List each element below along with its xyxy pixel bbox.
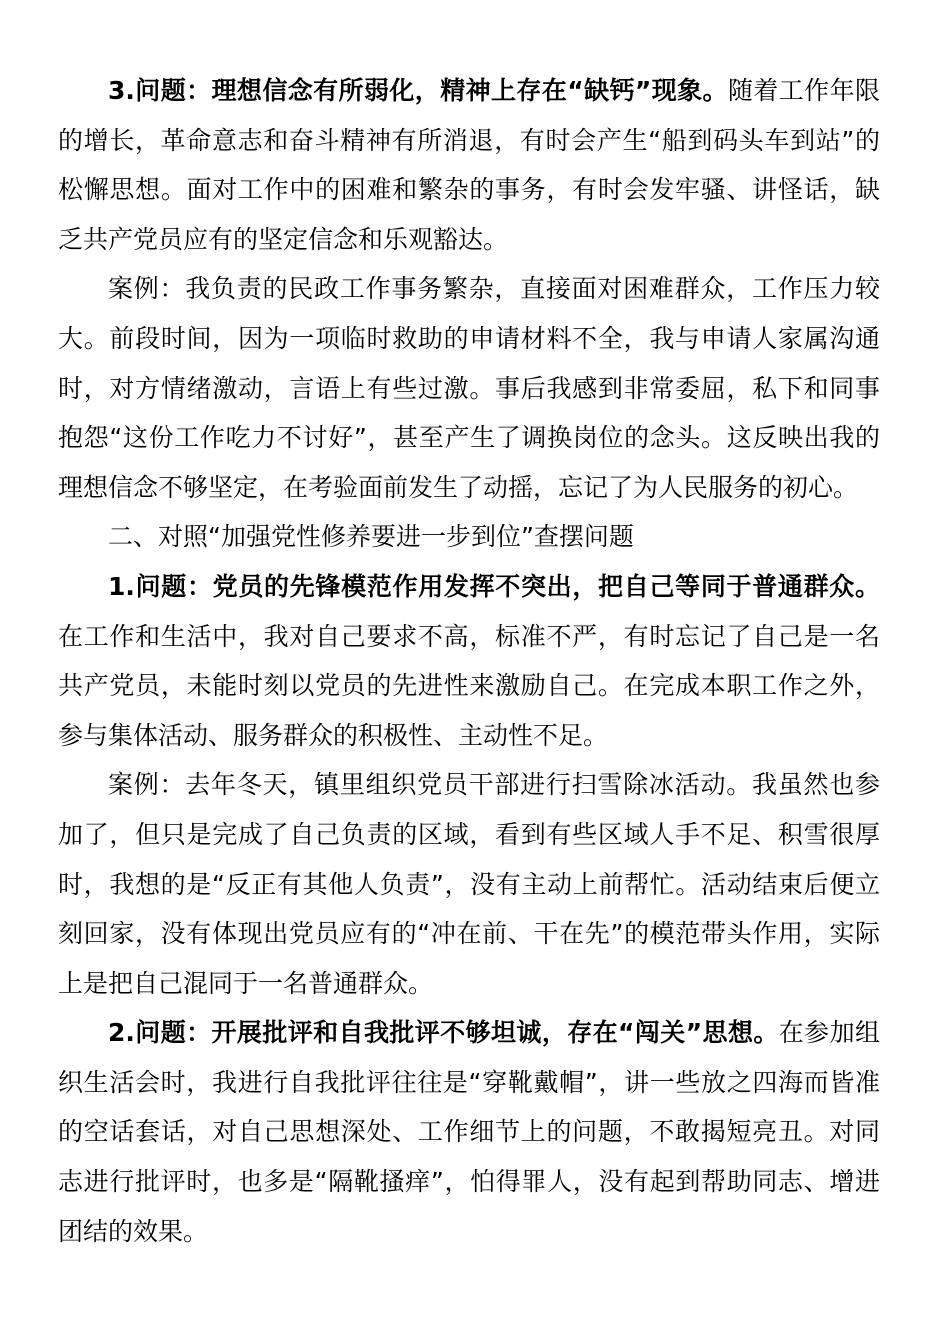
- paragraph-case-2: [58, 760, 880, 1008]
- problem-1-text: 在工作和生活中，我对自己要求不高，标准不严，有时忘记了自己是一名共产党员，未能时刻以党员的先进性来激励自己。在完成本职工作之外，参与集体活动、服务群众的积极性、主动性不足。: [58, 621, 880, 750]
- problem-2-text: 在参加组织生活会时，我进行自我批评往往是“穿靴戴帽”，讲一些放之四海而皆准的空话套话，对自己思想深处、工作细节上的问题，不敢揭短亮丑。对同志进行批评时，也多是“隔靴搔痒”，怕得罪人，没有起到帮助同志、增进团结的效果。: [58, 1018, 880, 1246]
- section-heading-2: [58, 512, 880, 562]
- section-heading-2-text: 二、对照“加强党性修养要进一步到位”查摆问题: [108, 522, 634, 552]
- problem-3-text: 随着工作年限的增长，革命意志和奋斗精神有所消退，有时会产生“船到码头车到站”的松懈思想。面对工作中的困难和繁杂的事务，有时会发牢骚、讲怪话，缺乏共产党员应有的坚定信念和乐观豁达。: [58, 76, 880, 254]
- case-1-text: 案例：我负责的民政工作事务繁杂，直接面对困难群众，工作压力较大。前段时间，因为一项临时救助的申请材料不全，我与申请人家属沟通时，对方情绪激动，言语上有些过激。事后我感到非常委屈，私下和同事抱怨“这份工作吃力不讨好”，甚至产生了调换岗位的念头。这反映出我的理想信念不够坚定，在考验面前发生了动摇，忘记了为人民服务的初心。: [58, 274, 880, 502]
- case-2-text: 案例：去年冬天，镇里组织党员干部进行扫雪除冰活动。我虽然也参加了，但只是完成了自己负责的区域，看到有些区域人手不足、积雪很厚时，我想的是“反正有其他人负责”，没有主动上前帮忙。活动结束后便立刻回家，没有体现出党员应有的“冲在前、干在先”的模范带头作用，实际上是把自己混同于一名普通群众。: [58, 770, 880, 998]
- problem-3-heading: 3.问题：理想信念有所弱化，精神上存在“缺钙”现象。: [108, 76, 728, 105]
- problem-1-heading: 1.问题：党员的先锋模范作用发挥不突出，把自己等同于普通群众。: [108, 571, 880, 601]
- paragraph-problem-2: [58, 1008, 880, 1256]
- paragraph-case-1: [58, 264, 880, 512]
- problem-2-heading: 2.问题：开展批评和自我批评不够坦诚，存在“闯关”思想。: [108, 1018, 779, 1048]
- paragraph-problem-1: [58, 562, 880, 760]
- document-page: [58, 66, 880, 1256]
- paragraph-problem-3: [58, 66, 880, 264]
